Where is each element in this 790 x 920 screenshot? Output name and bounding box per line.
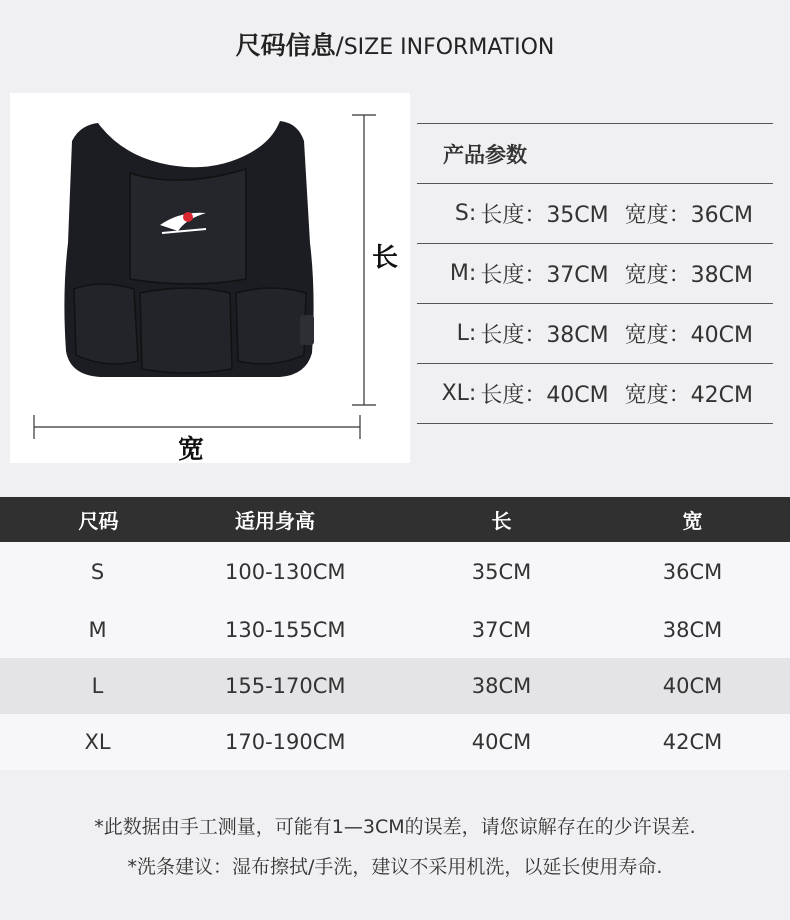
title-separator: / <box>335 32 344 60</box>
cell-height: 155-170CM <box>225 674 346 698</box>
param-length: 长度：35CM <box>480 203 609 228</box>
param-width: 宽度：38CM <box>624 263 753 288</box>
param-length: 长度：38CM <box>480 323 609 348</box>
width-label: 宽 <box>178 435 205 465</box>
table-row <box>0 714 790 770</box>
header-length: 长 <box>491 509 512 533</box>
table-row <box>0 658 790 714</box>
vest-logo-dot <box>183 212 193 222</box>
params-row <box>417 303 773 363</box>
param-size: L: <box>456 321 477 346</box>
size-table <box>0 497 790 770</box>
cell-length: 37CM <box>471 618 532 642</box>
header-height: 适用身高 <box>235 509 315 533</box>
param-size: XL: <box>441 381 477 406</box>
cell-size: S <box>90 560 105 584</box>
cell-height: 170-190CM <box>225 730 346 754</box>
param-size: S: <box>454 201 477 226</box>
param-width: 宽度：36CM <box>624 203 753 228</box>
table-row <box>0 602 790 658</box>
cell-width: 40CM <box>662 674 723 698</box>
vest-pad-center <box>140 288 232 373</box>
cell-size: M <box>88 618 107 642</box>
cell-width: 42CM <box>662 730 723 754</box>
cell-size: XL <box>84 730 111 754</box>
cell-width: 38CM <box>662 618 723 642</box>
product-params <box>417 123 773 424</box>
params-row <box>417 183 773 243</box>
vest-illustration <box>10 93 410 463</box>
param-size: M: <box>449 261 477 286</box>
header-size: 尺码 <box>78 509 119 533</box>
vest-pad-left <box>74 284 138 364</box>
product-photo <box>10 93 410 463</box>
length-label: 长 <box>372 243 399 273</box>
param-width: 宽度：42CM <box>624 383 753 408</box>
table-header <box>0 497 790 542</box>
washing-note: *洗条建议：湿布擦拭/手洗，建议不采用机洗，以延长使用寿命. <box>127 856 663 878</box>
params-row <box>417 363 773 424</box>
param-length: 长度：40CM <box>480 383 609 408</box>
title-cn: 尺码信息 <box>235 31 336 60</box>
header-width: 宽 <box>682 509 703 533</box>
title-en: SIZE INFORMATION <box>343 35 555 60</box>
vest-chest-panel <box>130 169 246 284</box>
params-row <box>417 243 773 303</box>
page-title <box>0 26 790 62</box>
vest-side-strap <box>300 315 314 345</box>
vest-pad-right <box>236 288 306 364</box>
cell-length: 35CM <box>471 560 532 584</box>
cell-width: 36CM <box>662 560 723 584</box>
cell-size: L <box>91 674 104 698</box>
cell-height: 130-155CM <box>225 618 346 642</box>
params-header: 产品参数 <box>417 123 773 183</box>
cell-length: 40CM <box>471 730 532 754</box>
table-row <box>0 542 790 602</box>
param-length: 长度：37CM <box>480 263 609 288</box>
param-width: 宽度：40CM <box>624 323 753 348</box>
measurement-note: *此数据由手工测量，可能有1—3CM的误差，请您谅解存在的少许误差. <box>94 816 696 838</box>
cell-length: 38CM <box>471 674 532 698</box>
cell-height: 100-130CM <box>225 560 346 584</box>
